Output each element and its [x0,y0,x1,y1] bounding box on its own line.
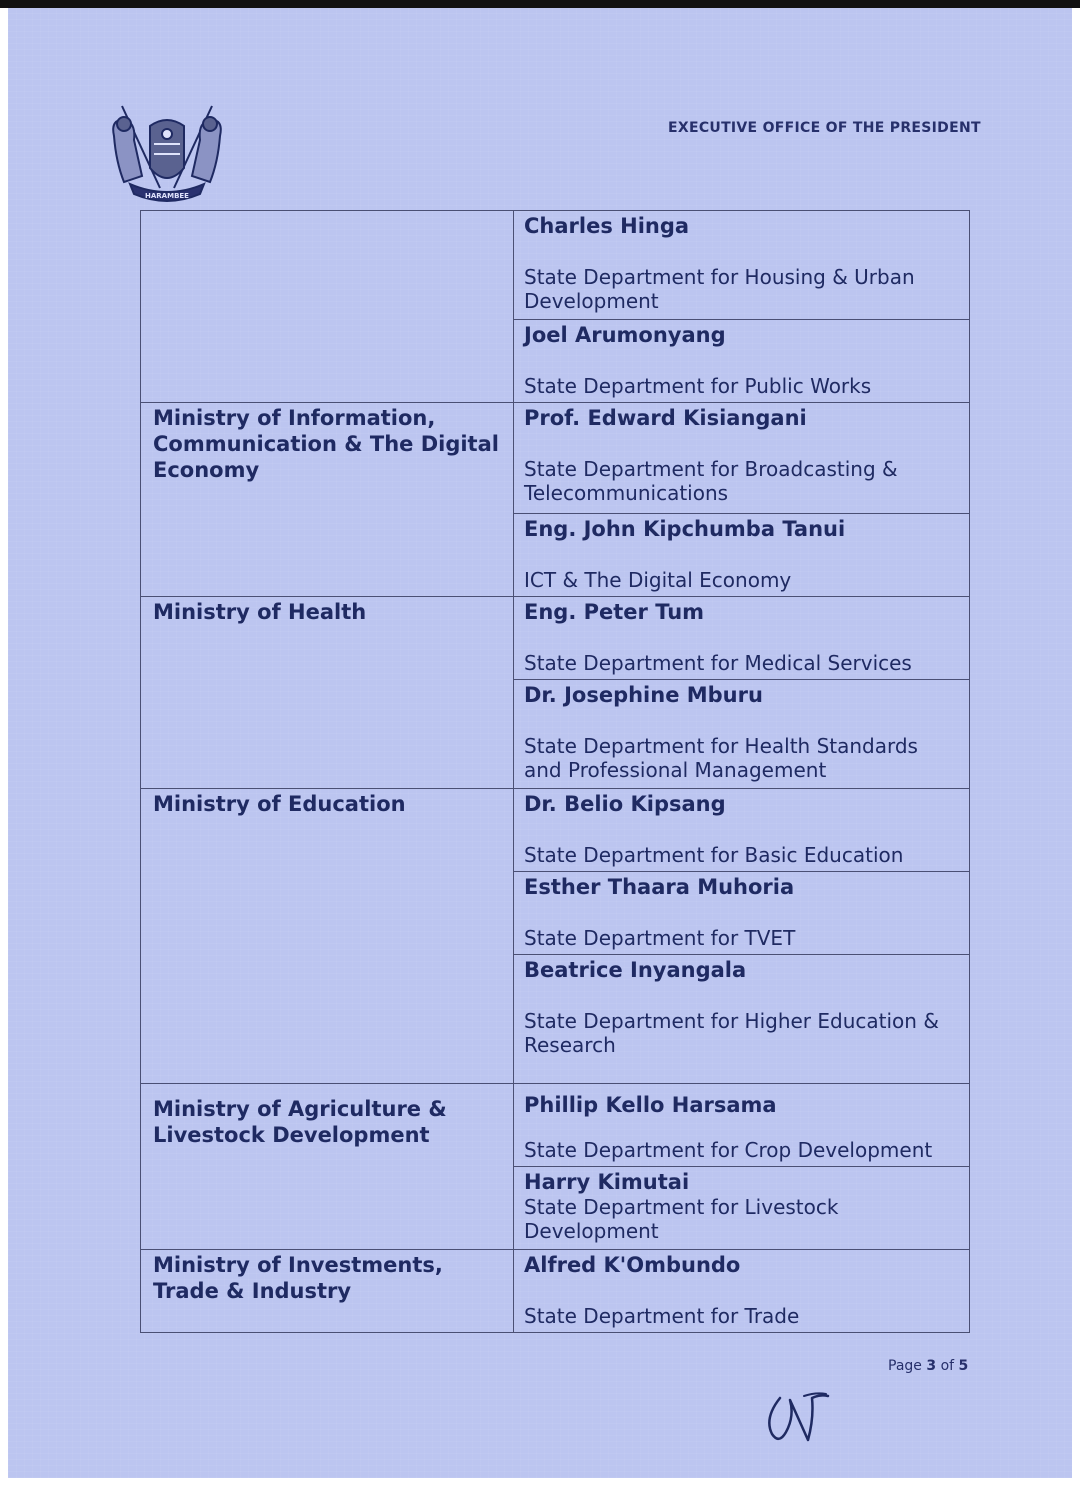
table-row [141,211,970,320]
appointee-name: Harry Kimutai [524,1170,690,1194]
department-name: State Department for Livestock Development [524,1195,839,1243]
appointee-name: Esther Thaara Muhoria [524,875,795,899]
page-number [888,1358,968,1374]
appointee-cell [514,403,970,514]
department-name: State Department for Trade [524,1304,800,1328]
appointments-table [140,210,970,1333]
coat-of-arms-icon [100,96,235,211]
appointee-name: Phillip Kello Harsama [524,1093,777,1117]
page-of-label: of [940,1358,955,1374]
department-name: State Department for TVET [524,926,796,950]
appointee-cell [514,789,970,872]
ministry-cell [141,597,514,789]
ministry-cell [141,1084,514,1250]
scan-top-edge [0,0,1080,8]
table-row [141,403,970,514]
ministry-name: Ministry of Agriculture & Livestock Development [153,1097,447,1147]
appointee-name: Charles Hinga [524,214,690,238]
appointee-cell [514,211,970,320]
department-name: State Department for Health Standards and Professional Management [524,734,918,782]
page-current: 3 [926,1358,937,1374]
department-name: State Department for Basic Education [524,843,904,867]
department-name: State Department for Crop Development [524,1138,933,1162]
table-row [141,597,970,680]
appointee-cell [514,680,970,789]
department-name: State Department for Higher Education & Research [524,1009,939,1057]
appointee-cell [514,320,970,403]
initials-signature-icon [760,1388,832,1450]
ministry-name: Ministry of Health [153,600,367,624]
page-total: 5 [958,1358,969,1374]
header-title: EXECUTIVE OFFICE OF THE PRESIDENT [668,120,981,136]
ministry-cell [141,789,514,1084]
department-name: State Department for Public Works [524,374,872,398]
table-row [141,1250,970,1333]
department-name: State Department for Broadcasting & Telecommunications [524,457,898,505]
appointee-name: Prof. Edward Kisiangani [524,406,807,430]
ministry-name: Ministry of Information, Communication & The Digital Economy [153,406,499,482]
ministry-cell [141,403,514,597]
appointee-cell [514,1250,970,1333]
appointee-name: Alfred K'Ombundo [524,1253,741,1277]
appointee-name: Joel Arumonyang [524,323,726,347]
ministry-name: Ministry of Education [153,792,406,816]
appointee-name: Dr. Josephine Mburu [524,683,763,707]
appointee-cell [514,1084,970,1167]
appointee-cell [514,597,970,680]
ministry-cell [141,211,514,403]
ministry-name [141,211,513,213]
document-page [8,8,1072,1478]
table-row [141,789,970,872]
appointee-name: Eng. Peter Tum [524,600,705,624]
department-name: ICT & The Digital Economy [524,568,792,592]
ministry-cell [141,1250,514,1333]
appointee-cell [514,514,970,597]
page-label: Page [888,1358,922,1374]
appointee-cell [514,872,970,955]
department-name: State Department for Housing & Urban Development [524,265,915,313]
department-name: State Department for Medical Services [524,651,912,675]
appointee-name: Dr. Belio Kipsang [524,792,726,816]
appointee-cell [514,1167,970,1250]
appointee-name: Eng. John Kipchumba Tanui [524,517,846,541]
appointee-cell [514,955,970,1084]
table-row [141,1084,970,1167]
appointee-name: Beatrice Inyangala [524,958,747,982]
ministry-name: Ministry of Investments, Trade & Industry [153,1253,443,1303]
emblem-motto: HARAMBEE [145,192,189,200]
